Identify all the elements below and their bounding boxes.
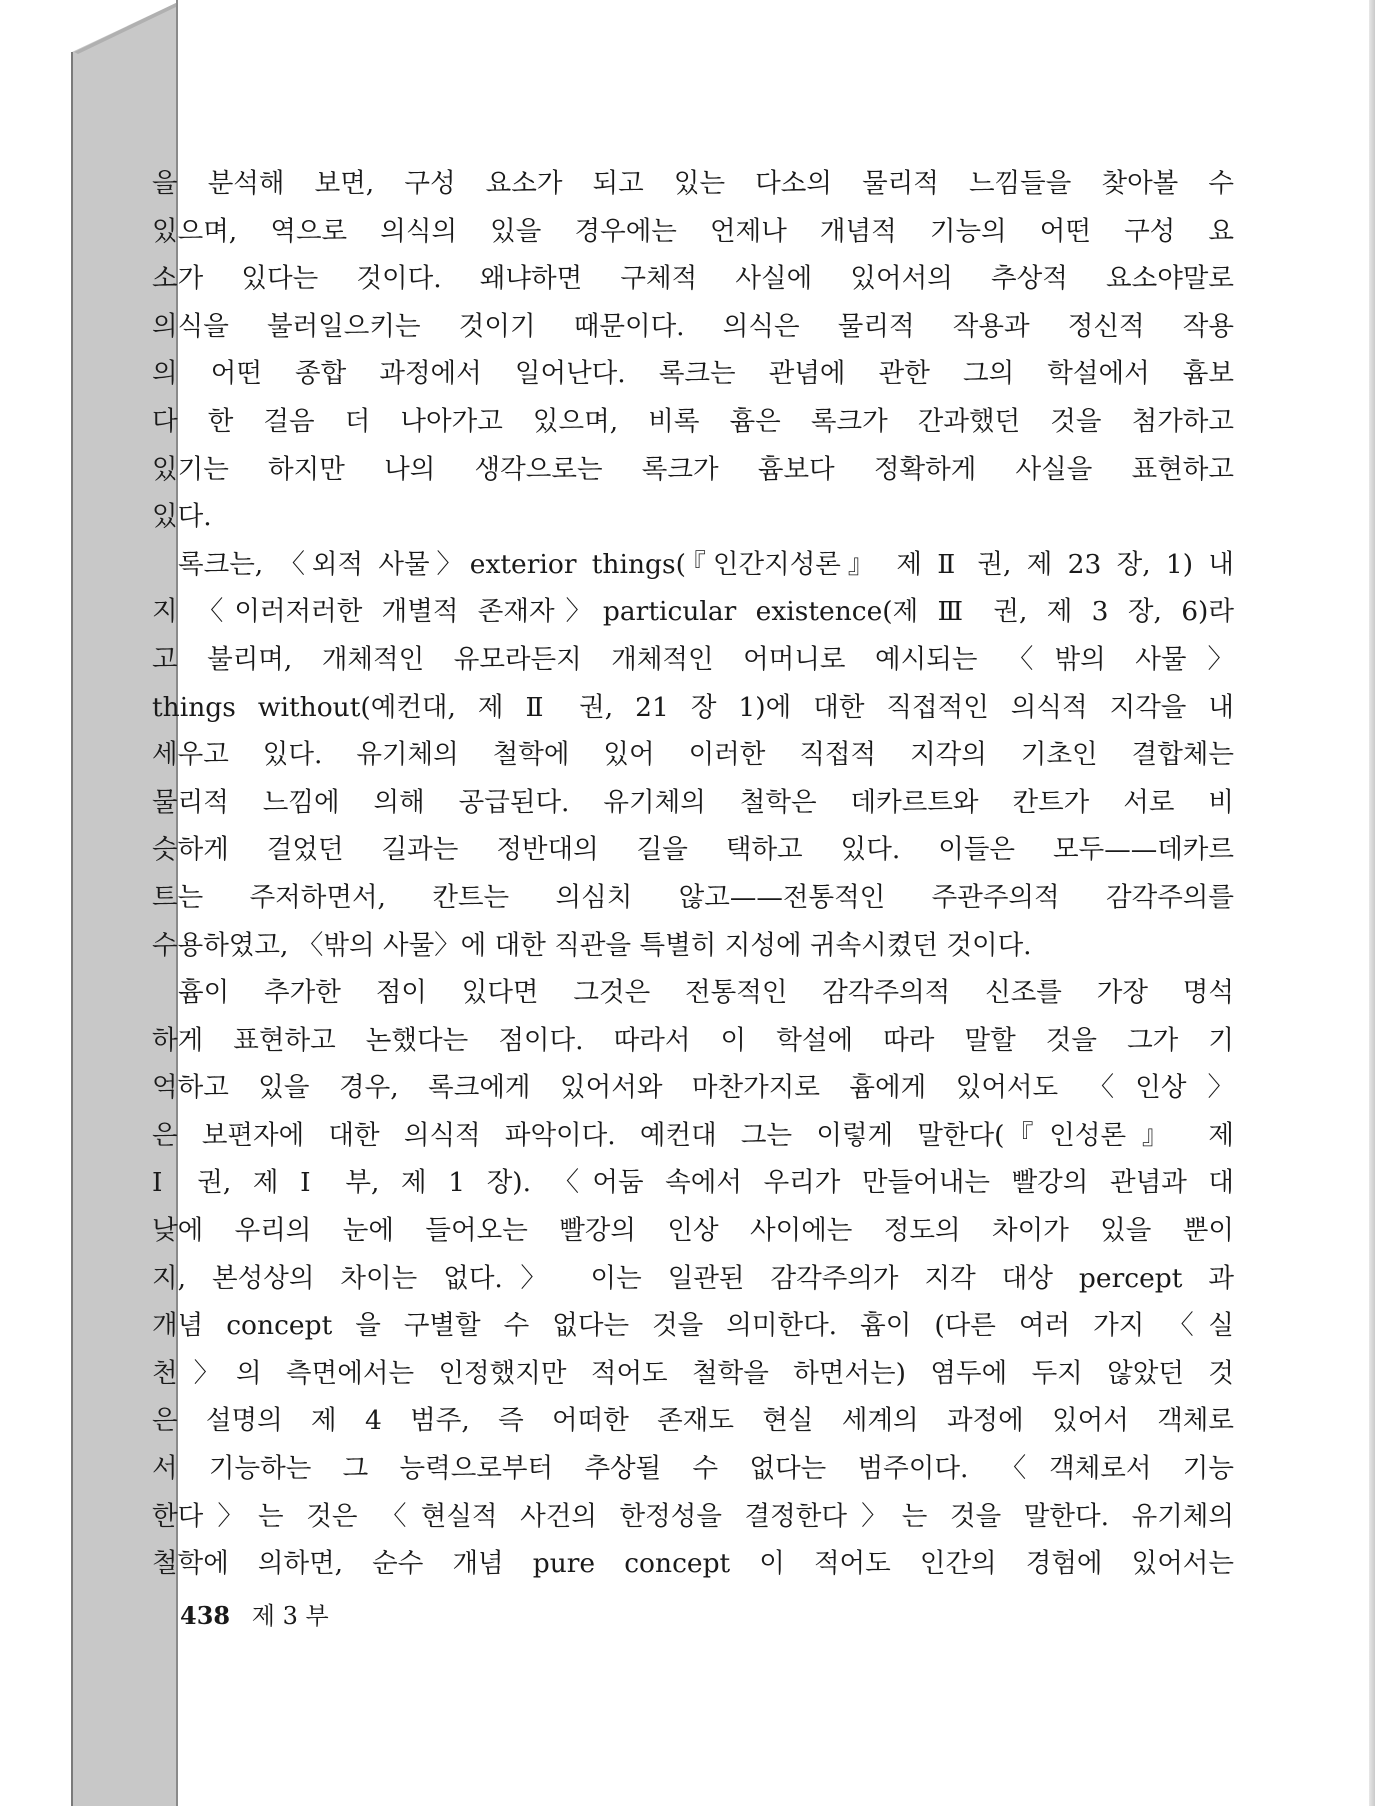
text-line: 지 〈이러저러한 개별적 존재자〉particular existence(제 Ⅲ 권, 제 3 장, 6)라 <box>152 596 1234 628</box>
text-line: 의 어떤 종합 과정에서 일어난다. 록크는 관념에 관한 그의 학설에서 흄보 <box>152 358 1234 390</box>
page-number: 438 <box>180 1601 231 1630</box>
text-line: 흄이 추가한 점이 있다면 그것은 전통적인 감각주의적 신조를 가장 명석 <box>178 977 1234 1009</box>
text-line: 수용하였고, 〈밖의 사물〉에 대한 직관을 특별히 지성에 귀속시켰던 것이다. <box>152 929 1032 961</box>
text-line: 천〉의 측면에서는 인정했지만 적어도 철학을 하면서는) 염두에 두지 않았던 것 <box>152 1357 1234 1389</box>
text-line: 은 설명의 제 4 범주, 즉 어떠한 존재도 현실 세계의 과정에 있어서 객체로 <box>152 1405 1234 1437</box>
text-line: 은 보편자에 대한 의식적 파악이다. 예컨대 그는 이렇게 말한다(『인성론』 제 <box>152 1119 1234 1151</box>
text-line: 하게 표현하고 논했다는 점이다. 따라서 이 학설에 따라 말할 것을 그가 기 <box>152 1024 1234 1056</box>
text-line: 트는 주저하면서, 칸트는 의심치 않고——전통적인 주관주의적 감각주의를 <box>152 881 1234 913</box>
text-line: 한다〉는 것은 〈현실적 사건의 한정성을 결정한다〉는 것을 말한다. 유기체의 <box>152 1500 1234 1532</box>
text-line: 을 분석해 보면, 구성 요소가 되고 있는 다소의 물리적 느낌들을 찾아볼 수 <box>152 168 1234 199</box>
text-line: 다 한 걸음 더 나아가고 있으며, 비록 흄은 록크가 간과했던 것을 첨가하고 <box>152 405 1234 437</box>
text-line: 소가 있다는 것이다. 왜냐하면 구체적 사실에 있어서의 추상적 요소야말로 <box>152 263 1234 295</box>
text-line: 고 불리며, 개체적인 유모라든지 개체적인 어머니로 예시되는 〈밖의 사물〉 <box>152 643 1234 675</box>
page-footer <box>180 1596 329 1631</box>
text-line: 있으며, 역으로 의식의 있을 경우에는 언제나 개념적 기능의 어떤 구성 요 <box>152 215 1234 247</box>
text-line: 있다. <box>152 501 212 533</box>
page-edge-shadow <box>1369 0 1375 1806</box>
text-line: 슷하게 걸었던 길과는 정반대의 길을 택하고 있다. 이들은 모두——데카르 <box>152 834 1234 866</box>
text-line: 록크는, 〈외적 사물〉exterior things(『인간지성론』 제 Ⅱ 권, 제 23 장, 1) 내 <box>178 548 1234 580</box>
text-line: 서 기능하는 그 능력으로부터 추상될 수 없다는 범주이다. 〈객체로서 기능 <box>152 1453 1234 1485</box>
body-text <box>152 160 1234 1588</box>
text-line: things without(예컨대, 제 Ⅱ 권, 21 장 1)에 대한 직접적인 의식적 지각을 내 <box>152 691 1234 723</box>
text-line: Ⅰ 권, 제 Ⅰ 부, 제 1 장). 〈어둠 속에서 우리가 만들어내는 빨강의 관념과 대 <box>152 1167 1234 1199</box>
text-line: 개념 concept 을 구별할 수 없다는 것을 의미한다. 흄이 (다른 여러 가지 〈실 <box>152 1310 1234 1342</box>
text-line: 지, 본성상의 차이는 없다.〉 이는 일관된 감각주의가 지각 대상 percept 과 <box>152 1262 1234 1294</box>
text-line: 의식을 불러일으키는 것이기 때문이다. 의식은 물리적 작용과 정신적 작용 <box>152 310 1234 342</box>
text-line: 철학에 의하면, 순수 개념 pure concept 이 적어도 인간의 경험에 있어서는 <box>152 1548 1234 1580</box>
text-line: 물리적 느낌에 의해 공급된다. 유기체의 철학은 데카르트와 칸트가 서로 비 <box>152 786 1234 818</box>
part-label: 제 3 부 <box>251 1602 329 1630</box>
text-line: 억하고 있을 경우, 록크에게 있어서와 마찬가지로 흄에게 있어서도 〈인상〉 <box>152 1072 1234 1104</box>
text-line: 있기는 하지만 나의 생각으로는 록크가 흄보다 정확하게 사실을 표현하고 <box>152 453 1234 485</box>
text-line: 세우고 있다. 유기체의 철학에 있어 이러한 직접적 지각의 기초인 결합체는 <box>152 739 1234 771</box>
text-line: 낮에 우리의 눈에 들어오는 빨강의 인상 사이에는 정도의 차이가 있을 뿐이 <box>152 1215 1234 1247</box>
